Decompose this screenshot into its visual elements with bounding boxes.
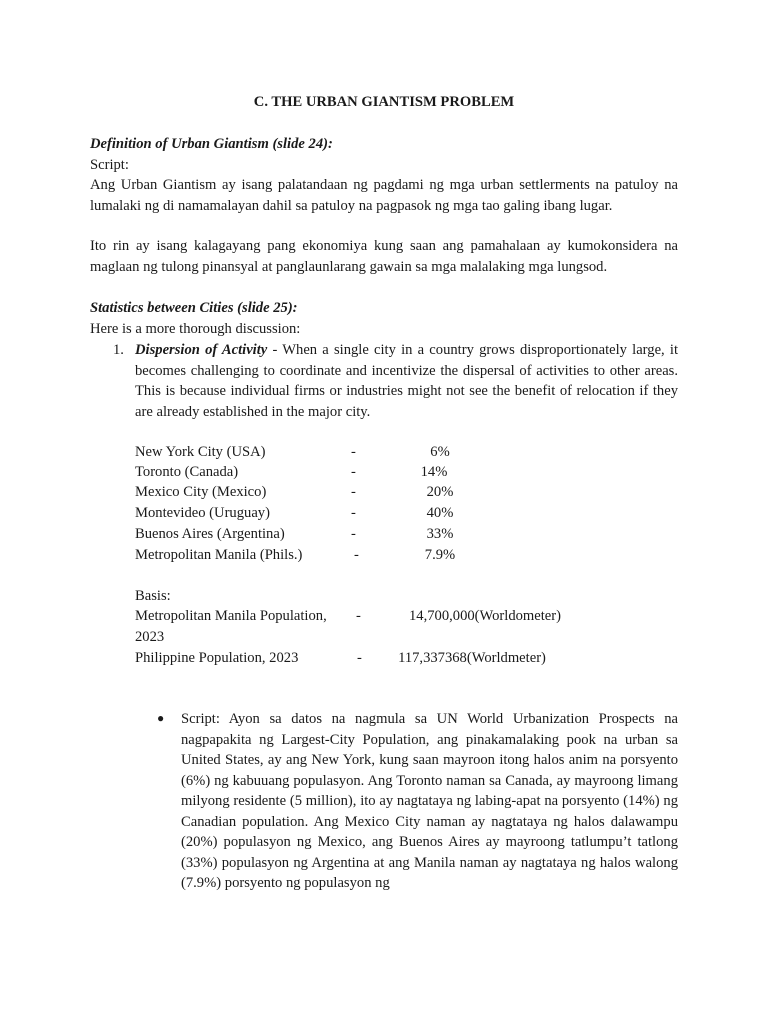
basis-dash: - bbox=[357, 650, 362, 666]
stat-city: Montevideo (Uruguay) bbox=[135, 505, 270, 521]
stat-value: 33% bbox=[426, 526, 454, 542]
stat-city: Toronto (Canada) bbox=[135, 464, 239, 480]
stat-row bbox=[135, 442, 450, 462]
stat-value: 40% bbox=[426, 505, 454, 521]
basis-value: 14,700,000(Worldometer) bbox=[408, 608, 562, 624]
statistics-intro: Here is a more thorough discussion: bbox=[90, 321, 301, 337]
basis-value: 117,337368(Worldmeter) bbox=[398, 650, 546, 666]
stat-city: Buenos Aires (Argentina) bbox=[135, 526, 285, 542]
definition-paragraph-2: Ito rin ay isang kalagayang pang ekonomiya kung saan ang pamahalaan ay kumokonsidera na maglaan ng tulong pinansyal at panglaunlarang gawain sa mga malalaking mga lungsod. bbox=[90, 238, 678, 275]
page-title: C. THE URBAN GIANTISM PROBLEM bbox=[253, 94, 515, 110]
stat-value: 14% bbox=[420, 464, 448, 480]
list-item-dispersion bbox=[135, 340, 678, 422]
basis-row-label: Metropolitan Manila Population, bbox=[135, 608, 327, 624]
stat-dash: - bbox=[351, 505, 356, 521]
stat-row bbox=[135, 482, 454, 502]
list-number: 1. bbox=[113, 342, 124, 358]
stat-city: Mexico City (Mexico) bbox=[135, 484, 267, 500]
list-item-text: - When a single city in a country grows disproportionately large, it becomes challenging to coordinate and incentivize the dispersal of activities to other areas. This is because individual firms or industries might not see the benefit of relocation if they are already established in the major city. bbox=[135, 342, 679, 420]
stat-row bbox=[135, 462, 448, 482]
stat-value: 7.9% bbox=[424, 547, 456, 563]
stat-dash: - bbox=[351, 444, 356, 460]
stat-city: Metropolitan Manila (Phils.) bbox=[135, 547, 303, 563]
stat-dash: - bbox=[351, 464, 356, 480]
bullet-icon: ● bbox=[157, 711, 165, 725]
definition-paragraph-1: Ang Urban Giantism ay isang palatandaan ng pagdami ng mga urban settlerments na patuloy na lumalaki ng di namamalayan dahil sa patuloy na pagpasok ng mga tao galing ibang lugar. bbox=[90, 177, 678, 214]
list-item-term: Dispersion of Activity bbox=[135, 342, 268, 358]
basis-dash: - bbox=[356, 608, 361, 624]
stat-row bbox=[135, 545, 456, 565]
stat-row bbox=[135, 503, 454, 523]
stat-dash: - bbox=[354, 547, 359, 563]
section-heading-statistics: Statistics between Cities (slide 25): bbox=[90, 300, 298, 316]
stat-dash: - bbox=[351, 484, 356, 500]
basis-row bbox=[135, 606, 562, 626]
basis-row-label-continuation: 2023 bbox=[135, 629, 165, 645]
basis-row bbox=[135, 648, 546, 668]
script-label: Script: bbox=[90, 157, 129, 173]
stat-value: 20% bbox=[426, 484, 454, 500]
stat-value: 6% bbox=[430, 444, 450, 460]
bullet-script-paragraph: Script: Ayon sa datos na nagmula sa UN World Urbanization Prospects na nagpapakita ng Largest-City Population, ang pinakamalaking pook na urban sa United States, ay ang New York, kung saan mayroon itong halos anim na porsyento (6%) ng kabuuang populasyon. Ang Toronto naman sa Canada, ay mayroong limang milyong residente (5 million), ito ay nagtataya ng labing-apat na porsyento (14%) ng Canadian population. Ang Mexico City naman ay nagtataya ng halos dalawampu (20%) populasyon ng Mexico, ang Buenos Aires ay mayroong tatlumpu’t tatlong (33%) populasyon ng Argentina at ang Manila naman ay nagtataya ng halos walong (7.9%) porsyento ng populasyon ng bbox=[181, 711, 678, 891]
stat-dash: - bbox=[351, 526, 356, 542]
basis-label: Basis: bbox=[135, 588, 171, 604]
basis-row-label: Philippine Population, 2023 bbox=[135, 650, 299, 666]
section-heading-definition: Definition of Urban Giantism (slide 24): bbox=[90, 136, 333, 152]
stat-city: New York City (USA) bbox=[135, 444, 266, 460]
stat-row bbox=[135, 524, 454, 544]
